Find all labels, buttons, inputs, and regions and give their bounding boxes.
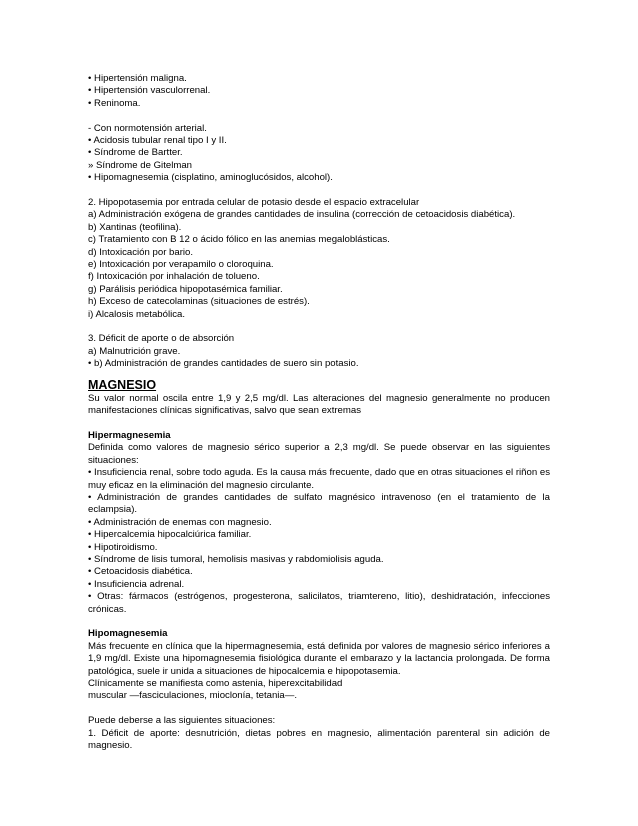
list-item: • Administración de grandes cantidades de sulfato magnésico intravenoso (en el tratamiento de la eclampsia). xyxy=(88,491,550,516)
list-item: • Hipertensión vasculorrenal. xyxy=(88,85,211,97)
spacer xyxy=(88,321,550,333)
spacer xyxy=(88,418,550,430)
section-2-title: 2. Hipopotasemia por entrada celular de potasio desde el espacio extracelular xyxy=(88,197,420,209)
list-item: • Administración de enemas con magnesio. xyxy=(88,516,272,528)
list-item: • b) Administración de grandes cantidades de suero sin potasio. xyxy=(88,358,359,370)
list-item: • Insuficiencia renal, sobre todo aguda. Es la causa más frecuente, dado que en otras situaciones el riñon es muy eficaz en la eliminación del magnesio circulante. xyxy=(88,467,550,491)
list-item: • Hipertensión maligna. xyxy=(88,73,187,84)
list-item: • Hipomagnesemia (cisplatino, aminoglucósidos, alcohol). xyxy=(88,172,333,184)
spacer xyxy=(88,371,550,377)
hipomagnesemia-clinical: Clínicamente se manifiesta como astenia, hiperexcitabilidad xyxy=(88,678,343,690)
hipermagnesemia-intro: Definida como valores de magnesio sérico superior a 2,3 mg/dl. Se puede observar en las siguientes situaciones: xyxy=(88,442,550,466)
hipermagnesemia-section xyxy=(88,430,550,616)
hipomagnesemia-heading: Hipomagnesemia xyxy=(88,628,168,640)
list-item: h) Exceso de catecolaminas (situaciones de estrés). xyxy=(88,296,310,308)
list-item: d) Intoxicación por bario. xyxy=(88,246,194,258)
hipomagnesemia-intro: Más frecuente en clínica que la hipermagnesemia, está definida por valores de magnesio sérico inferiores a 1,9 mg/dl. Existe una hipomagnesemia fisiológica durante el embarazo y la lactancia prolongada. De forma patológica, suele ir unida a situaciones de hipocalcemia e hipopotasemia. xyxy=(88,640,550,677)
magnesio-intro: Su valor normal oscila entre 1,9 y 2,5 mg/dl. Las alteraciones del magnesio generalmente no producen manifestaciones clínicas significativas, salvo que sean extremas xyxy=(88,392,550,417)
list-item: i) Alcalosis metabólica. xyxy=(88,308,186,320)
spacer xyxy=(88,185,550,197)
causes-intro: Puede deberse a las siguientes situaciones: xyxy=(88,715,276,727)
spacer xyxy=(88,616,550,628)
normotension-block xyxy=(88,123,550,185)
magnesio-heading: MAGNESIO xyxy=(88,377,157,392)
list-item: c) Tratamiento con B 12 o ácido fólico en las anemias megaloblásticas. xyxy=(88,234,390,246)
hipermagnesemia-heading: Hipermagnesemia xyxy=(88,429,171,441)
list-item: • Síndrome de lisis tumoral, hemolisis masivas y rabdomiolisis aguda. xyxy=(88,553,384,565)
normotension-title: - Con normotensión arterial. xyxy=(88,122,207,134)
list-item: g) Parálisis periódica hipopotasémica familiar. xyxy=(88,283,283,295)
list-item: » Síndrome de Gitelman xyxy=(88,159,192,171)
list-item: 1. Déficit de aporte: desnutrición, dietas pobres en magnesio, alimentación parenteral sin adición de magnesio. xyxy=(88,727,550,752)
spacer xyxy=(88,110,550,122)
spacer xyxy=(88,703,550,715)
list-item: • Hipotiroidismo. xyxy=(88,541,158,553)
list-item: • Insuficiencia adrenal. xyxy=(88,578,185,590)
list-item: a) Malnutrición grave. xyxy=(88,345,181,357)
list-item: • Acidosis tubular renal tipo I y II. xyxy=(88,135,227,147)
list-item: • Cetoacidosis diabética. xyxy=(88,566,193,578)
list-item: • Hipercalcemia hipocalciúrica familiar. xyxy=(88,529,252,541)
list-item: a) Administración exógena de grandes cantidades de insulina (corrección de cetoacidosis diabética). xyxy=(88,209,516,221)
list-item: • Síndrome de Bartter. xyxy=(88,147,183,159)
magnesio-section xyxy=(88,378,550,418)
hipomagnesemia-section xyxy=(88,628,550,752)
list-item: f) Intoxicación por inhalación de tolueno. xyxy=(88,271,260,283)
section-2 xyxy=(88,197,550,321)
hypertension-list xyxy=(88,73,550,110)
list-item: b) Xantinas (teofilina). xyxy=(88,221,182,233)
section-3 xyxy=(88,333,550,370)
list-item: • Otras: fármacos (estrógenos, progesterona, salicilatos, triamtereno, litio), deshidratación, infecciones crónicas. xyxy=(88,591,550,615)
section-3-title: 3. Déficit de aporte o de absorción xyxy=(88,333,235,345)
list-item: e) Intoxicación por verapamilo o cloroquina. xyxy=(88,259,274,271)
hipomagnesemia-clinical-cont: muscular —fasciculaciones, mioclonía, tetania—. xyxy=(88,690,298,702)
list-item: • Reninoma. xyxy=(88,97,141,109)
